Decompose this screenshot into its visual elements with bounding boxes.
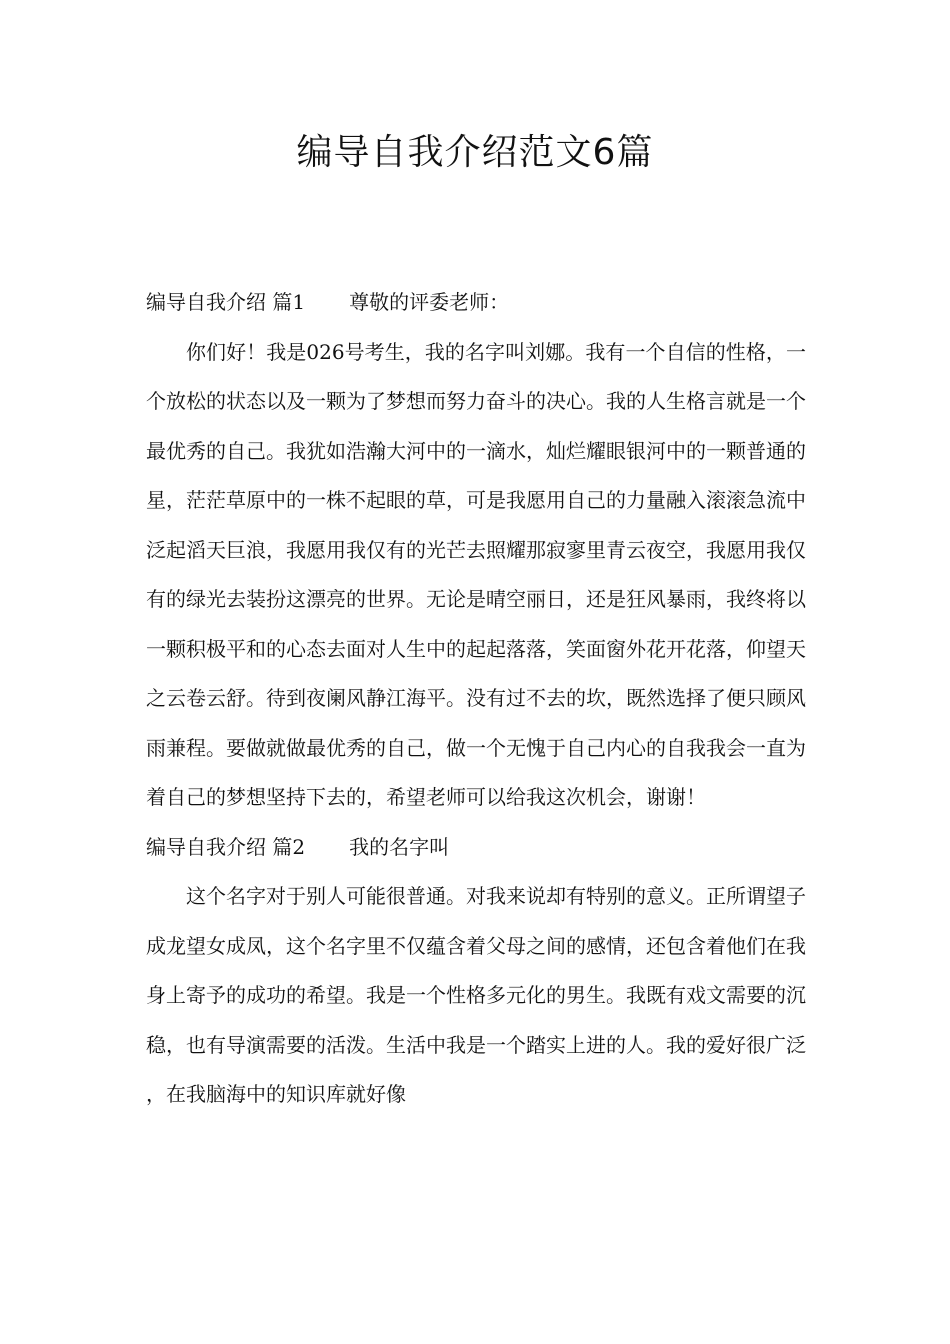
- section-heading-text: 我的名字叫: [349, 834, 450, 859]
- section-heading: [146, 823, 806, 873]
- document-body: [146, 278, 806, 1120]
- section-paragraph: 你们好！我是026号考生，我的名字叫刘娜。我有一个自信的性格，一个放松的状态以及一颗为了梦想而努力奋斗的决心。我的人生格言就是一个最优秀的自己。我犹如浩瀚大河中的一滴水，灿烂耀眼银河中的一颗普通的星，茫茫草原中的一株不起眼的草，可是我愿用自己的力量融入滚滚急流中泛起滔天巨浪，我愿用我仅有的光芒去照耀那寂寥里青云夜空，我愿用我仅有的绿光去装扮这漂亮的世界。无论是晴空丽日，还是狂风暴雨，我终将以一颗积极平和的心态去面对人生中的起起落落，笑面窗外花开花落，仰望天之云卷云舒。待到夜阑风静江海平。没有过不去的坎，既然选择了便只顾风雨兼程。要做就做最优秀的自己，做一个无愧于自己内心的自我我会一直为着自己的梦想坚持下去的，希望老师可以给我这次机会，谢谢！: [146, 339, 806, 809]
- section-heading-label: 编导自我介绍 篇2: [146, 834, 306, 859]
- section-paragraph: 这个名字对于别人可能很普通。对我来说却有特别的意义。正所谓望子成龙望女成凤，这个名字里不仅蕴含着父母之间的感情，还包含着他们在我身上寄予的成功的希望。我是一个性格多元化的男生。我既有戏文需要的沉稳，也有导演需要的活泼。生活中我是一个踏实上进的人。我的爱好很广泛，在我脑海中的知识库就好像: [146, 884, 806, 1106]
- section-heading: [146, 278, 806, 328]
- section-heading-text: 尊敬的评委老师：: [349, 290, 510, 314]
- section-2: [146, 823, 806, 1120]
- document-title: 编导自我介绍范文6篇: [296, 132, 654, 173]
- section-1: [146, 278, 806, 823]
- section-heading-label: 编导自我介绍 篇1: [146, 290, 306, 314]
